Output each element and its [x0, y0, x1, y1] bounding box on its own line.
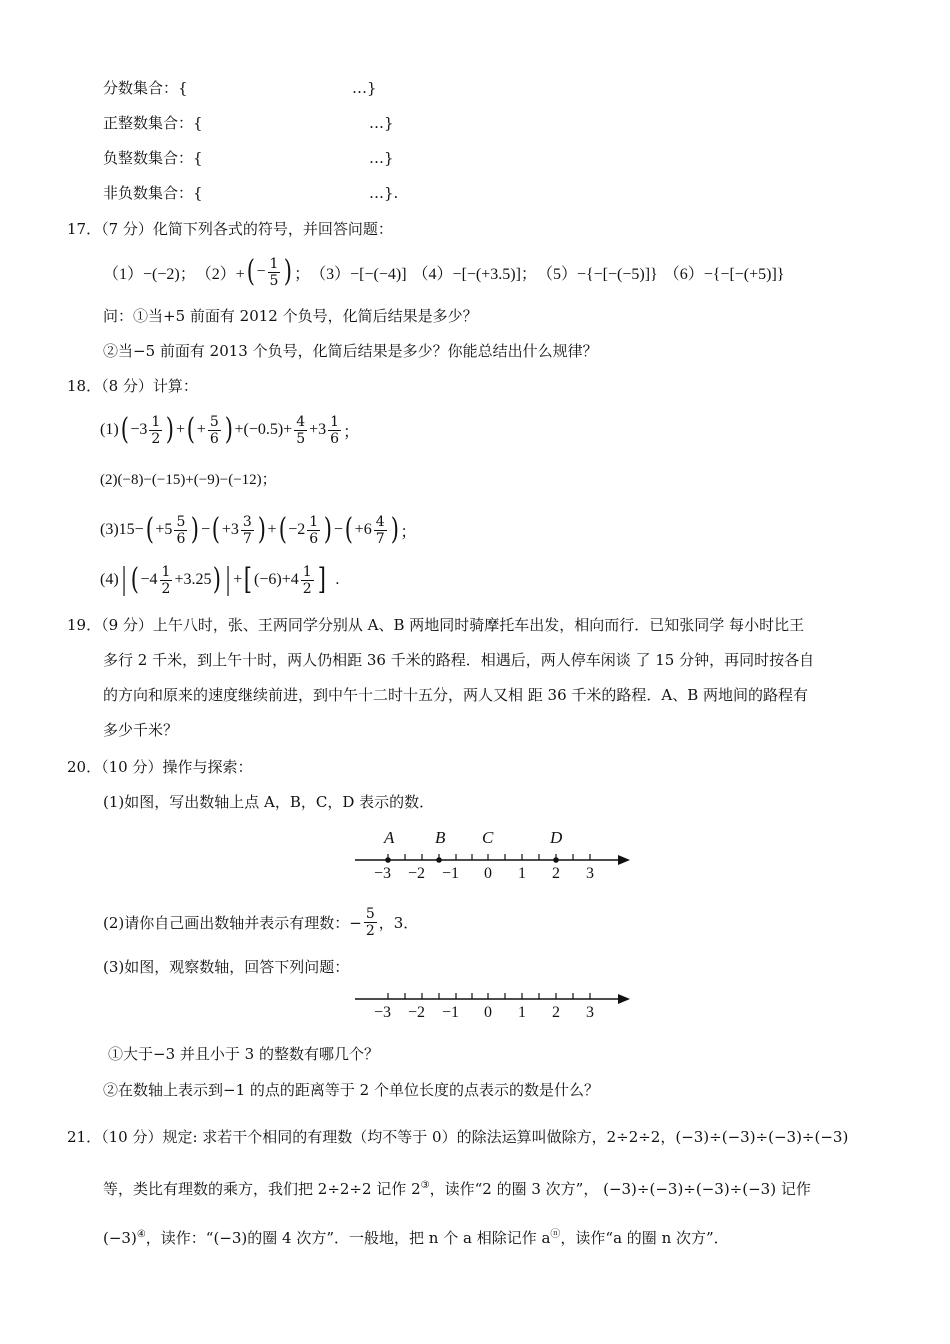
numerator: 4: [375, 513, 385, 530]
text: ，读作“2 的圈 3 次方”， (−3)÷(−3)÷(−3)÷(−3) 记作: [429, 1180, 811, 1198]
q19-line-1: 19．（9 分）上午八时，张、王两同学分别从 A、B 两地同时骑摩托车出发，相向而行．已知张同学 每小时比王: [67, 616, 805, 634]
tick-label: 2: [552, 1004, 560, 1021]
paren-right: ): [284, 254, 293, 289]
q17-item-6: （6）−{−[−(+5)]}: [663, 265, 785, 283]
point-label-c: C: [482, 828, 494, 847]
tick-label: −3: [374, 865, 392, 882]
arrow-icon: [618, 994, 630, 1004]
superscript: ③: [420, 1180, 430, 1191]
operator: −: [333, 521, 343, 538]
term: +3: [221, 521, 239, 538]
denominator: 2: [302, 580, 312, 597]
paren-right: ): [191, 512, 200, 547]
numerator: 5: [209, 413, 219, 430]
abs-bar-right: |: [225, 562, 231, 597]
tick-label: 3: [586, 865, 594, 882]
q17-item-4: （4）−[−(+3.5)]；: [412, 265, 537, 283]
numerator: 1: [309, 513, 319, 530]
denominator: 2: [365, 922, 375, 939]
q17-item-2-suffix: ；: [294, 265, 311, 283]
paren-left: (: [186, 412, 196, 447]
set-negative-integer-label: 负整数集合：{: [103, 149, 203, 167]
denominator: 6: [176, 530, 186, 547]
numerator: 1: [302, 563, 312, 580]
q17-item-3: （3）−[−(−4)]: [310, 265, 407, 283]
text: (−3): [103, 1229, 137, 1247]
q19-line-3: 的方向和原来的速度继续前进，到中午十二时十五分，两人又相 距 36 千米的路程．A、B 两地间的路程有: [103, 686, 809, 704]
denominator: 7: [242, 530, 252, 547]
numerator: 1: [269, 255, 279, 272]
point-b-dot: [436, 857, 442, 863]
q18-expression-1: [100, 408, 359, 452]
q18-expression-2: (2)(−8)−(−15)+(−9)−(−12)；: [100, 472, 277, 488]
term: −3: [130, 421, 148, 438]
denominator: 7: [375, 530, 385, 547]
text: ，3．: [378, 913, 419, 932]
arrow-icon: [618, 855, 630, 865]
set-nonnegative-end: …}.: [369, 184, 399, 202]
fraction: [374, 514, 387, 547]
paren-left: (: [344, 512, 353, 547]
paren-left: (: [145, 512, 154, 547]
term: +(−0.5)+: [234, 421, 293, 438]
bracket-right: ]: [317, 562, 326, 597]
numerator: 3: [242, 513, 252, 530]
term: −2: [288, 521, 306, 538]
term: −4: [140, 571, 158, 588]
bracket-left: [: [244, 562, 253, 597]
paren-left: (: [278, 512, 287, 547]
fraction: [174, 514, 187, 547]
fraction: [301, 564, 314, 597]
label: (4): [100, 571, 119, 588]
q17-item-2-minus: −: [256, 263, 266, 280]
fraction: [328, 414, 341, 447]
paren-left: (: [246, 254, 255, 289]
label: (1): [100, 421, 119, 438]
denominator: 2: [151, 430, 161, 447]
paren-left: (: [211, 512, 221, 547]
term: +3: [309, 421, 327, 438]
fraction: [268, 256, 281, 289]
terminator: .: [335, 571, 340, 588]
fraction: [241, 514, 254, 547]
q17-item-2-prefix: （2）+: [195, 265, 245, 283]
terminator: ；: [343, 423, 360, 441]
set-positive-integer-end: …}: [369, 114, 394, 132]
tick-label: 3: [586, 1004, 594, 1021]
term: +6: [354, 521, 372, 538]
q17-ask-2: ②当−5 前面有 2013 个负号，化简后结果是多少？你能总结出什么规律？: [103, 342, 598, 360]
tick-marks: [388, 993, 590, 999]
tick-label: 1: [518, 865, 526, 882]
q20-step-3: (3)如图，观察数轴，回答下列问题：: [103, 958, 350, 976]
q20-header: 20．（10 分）操作与探索：: [67, 758, 253, 776]
text: (2)请你自己画出数轴并表示有理数：−: [103, 913, 362, 932]
superscript: ⓝ: [550, 1229, 561, 1240]
q21-line-1: 21．（10 分）规定: 求若干个相同的有理数（均不等于 0）的除法运算叫做除方，2÷2÷2，(−3)÷(−3)÷(−3)÷(−3): [67, 1128, 849, 1146]
term: (3)15−: [100, 521, 144, 538]
paren-right: ): [323, 512, 333, 547]
paren-right: ): [257, 512, 266, 547]
q18-expression-4: [100, 558, 339, 602]
point-label-b: B: [435, 828, 446, 847]
denominator: 6: [330, 430, 340, 447]
text: ，读作“a 的圈 n 次方”．: [560, 1229, 729, 1247]
q17-expressions: [103, 252, 785, 292]
operator: +: [233, 571, 243, 588]
numerator: 1: [161, 563, 171, 580]
tick-label: 2: [552, 865, 560, 882]
tick-label: 0: [484, 865, 492, 882]
tick-label: −1: [442, 865, 460, 882]
denominator: 6: [209, 430, 219, 447]
q21-line-3: [103, 1225, 729, 1248]
number-line-svg: [350, 986, 640, 1026]
tick-label: −3: [374, 1004, 392, 1021]
tick-marks: [388, 854, 590, 860]
numerator: 1: [330, 413, 340, 430]
q18-expression-3: [100, 508, 416, 552]
set-fraction-label: 分数集合：{: [103, 79, 188, 97]
paren-left: (: [120, 412, 129, 447]
q21-line-2: [103, 1176, 811, 1199]
point-d-dot: [553, 857, 559, 863]
operator: +: [267, 521, 277, 538]
q17-ask-1: 问：①当+5 前面有 2012 个负号，化简后结果是多少？: [103, 307, 478, 325]
q17-header: 17．（7 分）化简下列各式的符号，并回答问题：: [67, 220, 393, 238]
abs-bar-left: |: [121, 562, 127, 597]
q19-line-4: 多少千米？: [103, 721, 179, 739]
number-line-plain: [350, 986, 640, 1026]
q18-header: 18．（8 分）计算：: [67, 377, 198, 395]
point-a-dot: [385, 857, 391, 863]
terminator: ；: [400, 523, 417, 541]
denominator: 5: [296, 430, 306, 447]
fraction: [364, 906, 377, 939]
paren-right: ): [224, 412, 233, 447]
operator: +: [196, 421, 206, 438]
fraction: [160, 564, 173, 597]
operator: +: [176, 421, 186, 438]
operator: −: [201, 521, 211, 538]
number-line-with-points: [350, 826, 640, 886]
q17-item-1: （1）−(−2)；: [103, 265, 196, 283]
numerator: 5: [365, 905, 375, 922]
q20-step-2: [103, 900, 418, 944]
paren-right: ): [213, 562, 222, 597]
fraction: [208, 414, 221, 447]
q20-ask-1: ①大于−3 并且小于 3 的整数有哪几个？: [108, 1045, 379, 1063]
fraction: [149, 414, 162, 447]
q17-item-5: （5）−{−[−(−5)]}: [536, 265, 658, 283]
q19-line-2: 多行 2 千米，到上午十时，两人仍相距 36 千米的路程．相遇后，两人停车闲谈 了 15 分钟，再同时按各自: [103, 651, 815, 669]
numerator: 4: [296, 413, 306, 430]
paren-right: ): [166, 412, 175, 447]
fraction: [294, 414, 307, 447]
tick-label: 1: [518, 1004, 526, 1021]
q20-step-1: (1)如图，写出数轴上点 A，B，C，D 表示的数．: [103, 793, 435, 811]
numerator: 5: [176, 513, 186, 530]
text: 等，类比有理数的乘方，我们把 2÷2÷2 记作 2: [103, 1180, 421, 1198]
paren-right: ): [390, 512, 399, 547]
tick-label: −1: [442, 1004, 460, 1021]
numerator: 1: [151, 413, 161, 430]
tick-label: −2: [408, 1004, 426, 1021]
set-fraction-end: …}: [352, 79, 377, 97]
point-label-d: D: [550, 828, 563, 847]
set-nonnegative-label: 非负数集合：{: [103, 184, 203, 202]
fraction: [307, 514, 320, 547]
tick-label: 0: [484, 1004, 492, 1021]
paren-left: (: [130, 562, 139, 597]
tick-label: −2: [408, 865, 426, 882]
denominator: 5: [269, 272, 279, 289]
q20-ask-2: ②在数轴上表示到−1 的点的距离等于 2 个单位长度的点表示的数是什么？: [103, 1081, 599, 1099]
superscript: ④: [136, 1229, 146, 1240]
text: ，读作：“(−3)的圈 4 次方”．一般地，把 n 个 a 相除记作 a: [145, 1229, 551, 1247]
set-positive-integer-label: 正整数集合：{: [103, 114, 203, 132]
term: +3.25: [174, 571, 212, 588]
point-label-a: A: [384, 828, 395, 847]
denominator: 6: [309, 530, 319, 547]
term: (−6)+4: [254, 571, 299, 588]
set-negative-integer-end: …}: [369, 149, 394, 167]
term: +5: [155, 521, 173, 538]
denominator: 2: [161, 580, 171, 597]
